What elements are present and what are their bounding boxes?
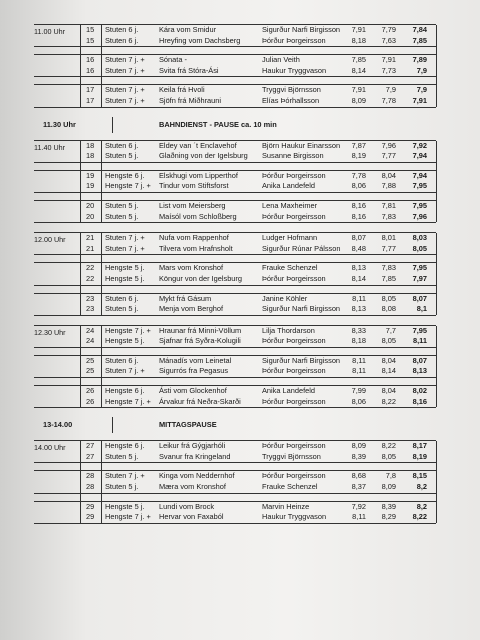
table-row [34,366,436,377]
rider-name: Haukur Tryggvason [262,65,327,75]
time-block [34,24,436,108]
total-score: 8,13 [412,366,427,376]
score-1: 8,19 [351,151,366,161]
score-2: 8,08 [381,304,396,314]
score-2: 7,77 [381,151,396,161]
start-number: 18 [86,140,95,150]
class: Hengste 5 j. [105,501,145,511]
heat-group [34,441,436,463]
horse-name: List vom Meiersberg [159,200,226,210]
group-separator [34,494,436,502]
table-row [34,356,436,367]
score-1: 8,39 [351,451,366,461]
column-divider [436,326,437,408]
score-2: 8,22 [381,396,396,406]
start-number: 27 [86,441,95,451]
score-2: 7,8 [385,471,396,481]
rider-name: Sigurður Narfi Birgisson [262,355,341,365]
table-row [34,201,436,212]
table-row [34,151,436,162]
break-time: 11.30 Uhr [43,119,76,129]
score-2: 8,29 [381,512,396,522]
table-row [34,25,436,36]
time-block [34,140,436,224]
start-number: 28 [86,471,95,481]
table-row [34,386,436,397]
time-block [34,325,436,409]
score-2: 8,22 [381,441,396,451]
score-2: 8,04 [381,386,396,396]
table-row [34,66,436,77]
score-1: 8,68 [351,471,366,481]
score-1: 8,18 [351,336,366,346]
class: Hengste 5 j. [105,263,145,273]
score-1: 8,13 [351,304,366,314]
total-score: 8,11 [413,336,427,346]
column-divider [112,417,113,433]
start-number: 19 [86,181,95,191]
column-divider [112,117,113,133]
rider-name: Þórður Þorgeirsson [262,471,326,481]
rider-name: Susanne Birgisson [262,151,324,161]
total-score: 7,91 [412,95,427,105]
score-2: 8,04 [381,170,396,180]
score-1: 8,16 [351,200,366,210]
score-1: 8,11 [352,366,366,376]
total-score: 7,85 [412,35,427,45]
start-number: 25 [86,355,95,365]
table-row [34,336,436,347]
table-row [34,452,436,463]
table-row [34,212,436,223]
class: Stuten 7 j. + [105,366,145,376]
table-row [34,326,436,337]
table-row [34,274,436,285]
class: Stuten 6 j. [105,35,139,45]
class: Stuten 7 j. + [105,55,145,65]
horse-name: Eldey van ´t Enclavehof [159,140,237,150]
total-score: 8,02 [412,386,427,396]
total-score: 7,96 [412,211,427,221]
total-score: 8,07 [412,293,427,303]
score-2: 7,88 [381,181,396,191]
column-divider [436,141,437,223]
score-2: 7,85 [381,273,396,283]
start-number: 17 [86,95,95,105]
heat-group [34,171,436,193]
class: Stuten 7 j. + [105,233,145,243]
total-score: 7,94 [412,151,427,161]
class: Hengste 5 j. [105,336,145,346]
heat-group [34,386,436,407]
start-number: 19 [86,170,95,180]
rider-name: Þórður Þorgeirsson [262,396,326,406]
score-2: 7,79 [381,25,396,34]
break-time: 13-14.00 [43,420,73,430]
table-row [34,512,436,523]
rider-name: Elías Þórhallsson [262,95,320,105]
start-number: 16 [86,65,95,75]
score-1: 7,87 [351,140,366,150]
total-score: 8,17 [412,441,427,451]
class: Stuten 6 j. [105,293,139,303]
total-score: 7,89 [412,55,427,65]
start-number: 21 [86,243,95,253]
start-number: 15 [86,25,95,34]
total-score: 7,92 [412,140,427,150]
start-number: 15 [86,35,95,45]
total-score: 7,9 [416,65,427,75]
time-block [34,232,436,316]
rider-name: Þórður Þorgeirsson [262,366,326,376]
score-2: 7,77 [381,243,396,253]
table-row [34,397,436,408]
score-2: 7,9 [385,85,396,95]
class: Stuten 7 j. + [105,65,145,75]
total-score: 8,15 [412,471,427,481]
total-score: 8,07 [412,355,427,365]
score-1: 7,92 [351,501,366,511]
score-1: 8,16 [351,211,366,221]
score-1: 8,13 [351,263,366,273]
start-number: 20 [86,200,95,210]
start-number: 24 [86,336,95,346]
rider-name: Björn Haukur Einarsson [262,140,341,150]
class: Stuten 7 j. + [105,471,145,481]
table-row [34,482,436,493]
class: Stuten 7 j. + [105,95,145,105]
score-2: 8,05 [381,293,396,303]
score-1: 7,78 [351,170,366,180]
rider-name: Lena Maxheimer [262,200,318,210]
total-score: 8,1 [416,304,427,314]
horse-name: Kára vom Smidur [159,25,217,34]
horse-name: Nufa vom Rappenhof [159,233,229,243]
table-row [34,36,436,47]
start-number: 25 [86,366,95,376]
block-time: 14.00 Uhr [34,443,66,453]
start-number: 23 [86,293,95,303]
horse-name: Hervar von Faxaból [159,512,224,522]
score-1: 8,14 [351,65,366,75]
rider-name: Þórður Þorgeirsson [262,336,326,346]
group-separator [34,77,436,85]
horse-name: Menja vom Berghof [159,304,224,314]
score-1: 8,11 [352,355,366,365]
class: Hengste 7 j. + [105,181,151,191]
heat-group [34,294,436,315]
total-score: 7,94 [412,170,427,180]
table-row [34,233,436,244]
score-2: 8,05 [381,451,396,461]
total-score: 8,16 [412,396,427,406]
class: Stuten 5 j. [105,211,139,221]
group-separator [34,163,436,171]
table-row [34,294,436,305]
horse-name: Kinga vom Neddernhof [159,471,235,481]
horse-name: Sónata - [159,55,187,65]
horse-name: Lundi vom Brock [159,501,215,511]
horse-name: Hraunar frá Minni-Völlum [159,325,242,335]
table-row [34,141,436,152]
horse-name: Mæra vom Kronshof [159,482,226,492]
table-row [34,55,436,66]
score-1: 7,91 [351,85,366,95]
break-row [34,117,436,133]
group-separator [34,47,436,55]
group-separator [34,348,436,356]
start-number: 21 [86,233,95,243]
score-2: 7,81 [381,200,396,210]
score-1: 8,11 [352,293,366,303]
total-score: 7,95 [412,200,427,210]
class: Hengste 7 j. + [105,512,151,522]
score-2: 7,78 [381,95,396,105]
rider-name: Þórður Þorgeirsson [262,441,326,451]
rider-name: Þórður Þorgeirsson [262,211,326,221]
rider-name: Julian Veith [262,55,300,65]
block-time: 12.30 Uhr [34,327,66,337]
rider-name: Janine Köhler [262,293,308,303]
rider-name: Þórður Þorgeirsson [262,170,326,180]
class: Stuten 5 j. [105,304,139,314]
score-2: 8,14 [381,366,396,376]
horse-name: Ásti vom Glockenhof [159,386,227,396]
break-label: MITTAGSPAUSE [159,420,217,430]
table-row [34,96,436,107]
table-row [34,263,436,274]
table-row [34,244,436,255]
horse-name: Sjafnar frá Syðra-Kolugili [159,336,241,346]
group-separator [34,193,436,201]
class: Hengste 6 j. [105,170,145,180]
total-score: 7,9 [416,85,427,95]
heat-group [34,55,436,77]
total-score: 8,03 [412,233,427,243]
table-row [34,502,436,513]
start-number: 16 [86,55,95,65]
horse-name: Glaðning von der Igelsburg [159,151,248,161]
start-number: 28 [86,482,95,492]
total-score: 8,22 [412,512,427,522]
table-row [34,441,436,452]
table-row [34,304,436,315]
total-score: 7,95 [412,263,427,273]
start-number: 22 [86,273,95,283]
start-number: 23 [86,304,95,314]
rider-name: Sigurður Rúnar Pálsson [262,243,341,253]
class: Stuten 7 j. + [105,243,145,253]
rider-name: Tryggvi Björnsson [262,85,321,95]
horse-name: Svita frá Stóra-Ási [159,65,219,75]
horse-name: Maísól vom Schloßberg [159,211,237,221]
score-2: 7,83 [381,263,396,273]
heat-group [34,25,436,47]
rider-name: Ludger Hofmann [262,233,318,243]
table-row [34,171,436,182]
rider-name: Marvin Heinze [262,501,310,511]
class: Hengste 7 j. + [105,325,151,335]
horse-name: Elskhugi vom Lipperthof [159,170,238,180]
horse-name: Keila frá Hvoli [159,85,205,95]
rider-name: Anika Landefeld [262,386,316,396]
total-score: 7,84 [412,25,427,34]
block-time: 11.00 Uhr [34,27,66,36]
start-number: 29 [86,501,95,511]
class: Stuten 5 j. [105,451,139,461]
score-2: 7,7 [385,325,396,335]
class: Stuten 7 j. + [105,85,145,95]
group-separator [34,463,436,471]
table-row [34,471,436,482]
heat-group [34,326,436,348]
heat-group [34,502,436,523]
start-number: 20 [86,211,95,221]
start-number: 27 [86,451,95,461]
score-2: 8,39 [381,501,396,511]
group-separator [34,378,436,386]
horse-name: Sjöfn frá Miðhrauni [159,95,222,105]
score-1: 8,07 [351,233,366,243]
score-2: 8,05 [381,336,396,346]
horse-name: Sigurrós fra Pegasus [159,366,229,376]
score-2: 7,63 [381,35,396,45]
heat-group [34,263,436,285]
score-1: 8,18 [351,35,366,45]
class: Hengste 6 j. [105,441,145,451]
score-1: 8,06 [351,396,366,406]
total-score: 7,97 [412,273,427,283]
break-label: BAHNDIENST - PAUSE ca. 10 min [159,119,277,129]
class: Stuten 6 j. [105,355,139,365]
heat-group [34,201,436,222]
rider-name: Tryggvi Björnsson [262,451,321,461]
start-number: 26 [86,386,95,396]
block-time: 12.00 Uhr [34,235,66,245]
column-divider [436,441,437,523]
results-schedule [34,24,436,533]
block-time: 11.40 Uhr [34,142,66,152]
rider-name: Sigurður Narfi Birgisson [262,304,341,314]
start-number: 17 [86,85,95,95]
class: Hengste 5 j. [105,273,145,283]
class: Hengste 7 j. + [105,396,151,406]
score-2: 7,96 [381,140,396,150]
rider-name: Þórður Þorgeirsson [262,35,326,45]
score-1: 8,09 [351,441,366,451]
rider-name: Haukur Tryggvason [262,512,327,522]
rider-name: Þórður Þorgeirsson [262,273,326,283]
score-2: 8,01 [381,233,396,243]
rider-name: Anika Landefeld [262,181,316,191]
score-2: 7,83 [381,211,396,221]
score-1: 8,37 [351,482,366,492]
score-1: 8,48 [351,243,366,253]
score-1: 8,09 [351,95,366,105]
class: Stuten 5 j. [105,200,139,210]
score-1: 8,33 [351,325,366,335]
start-number: 18 [86,151,95,161]
score-2: 7,73 [381,65,396,75]
start-number: 22 [86,263,95,273]
break-row [34,417,436,433]
time-block [34,440,436,524]
total-score: 8,05 [412,243,427,253]
start-number: 26 [86,396,95,406]
heat-group [34,233,436,255]
horse-name: Tilvera vom Hrafnsholt [159,243,233,253]
score-1: 8,11 [352,512,366,522]
score-1: 7,91 [351,25,366,34]
horse-name: Árvakur frá Neðra-Skarði [159,396,241,406]
rider-name: Frauke Schenzel [262,482,318,492]
horse-name: Svanur fra Kringeland [159,451,231,461]
rider-name: Sigurður Narfi Birgisson [262,25,341,34]
score-1: 7,85 [351,55,366,65]
total-score: 8,2 [416,482,427,492]
heat-group [34,471,436,493]
total-score: 8,2 [416,501,427,511]
horse-name: Mars vom Kronshof [159,263,224,273]
rider-name: Lilja Thordarson [262,325,315,335]
rider-name: Frauke Schenzel [262,263,318,273]
start-number: 24 [86,325,95,335]
table-row [34,85,436,96]
total-score: 8,19 [412,451,427,461]
score-1: 8,14 [351,273,366,283]
column-divider [436,25,437,107]
score-2: 7,91 [381,55,396,65]
horse-name: Tindur vom Stiftsforst [159,181,229,191]
score-2: 8,04 [381,355,396,365]
horse-name: Mánadís vom Leinetal [159,355,232,365]
horse-name: Hreyfing vom Dachsberg [159,35,241,45]
group-separator [34,255,436,263]
class: Stuten 5 j. [105,151,139,161]
column-divider [436,233,437,315]
class: Stuten 5 j. [105,482,139,492]
horse-name: Mykt frá Gásum [159,293,212,303]
score-1: 7,99 [351,386,366,396]
horse-name: Köngur von der Igelsburg [159,273,242,283]
score-2: 8,09 [381,482,396,492]
heat-group [34,141,436,163]
class: Stuten 6 j. [105,140,139,150]
heat-group [34,85,436,106]
table-row [34,181,436,192]
horse-name: Leikur frá Gýgjarhóli [159,441,226,451]
score-1: 8,06 [351,181,366,191]
group-separator [34,286,436,294]
heat-group [34,356,436,378]
class: Stuten 6 j. [105,25,139,34]
total-score: 7,95 [412,181,427,191]
start-number: 29 [86,512,95,522]
total-score: 7,95 [412,325,427,335]
class: Hengste 6 j. [105,386,145,396]
